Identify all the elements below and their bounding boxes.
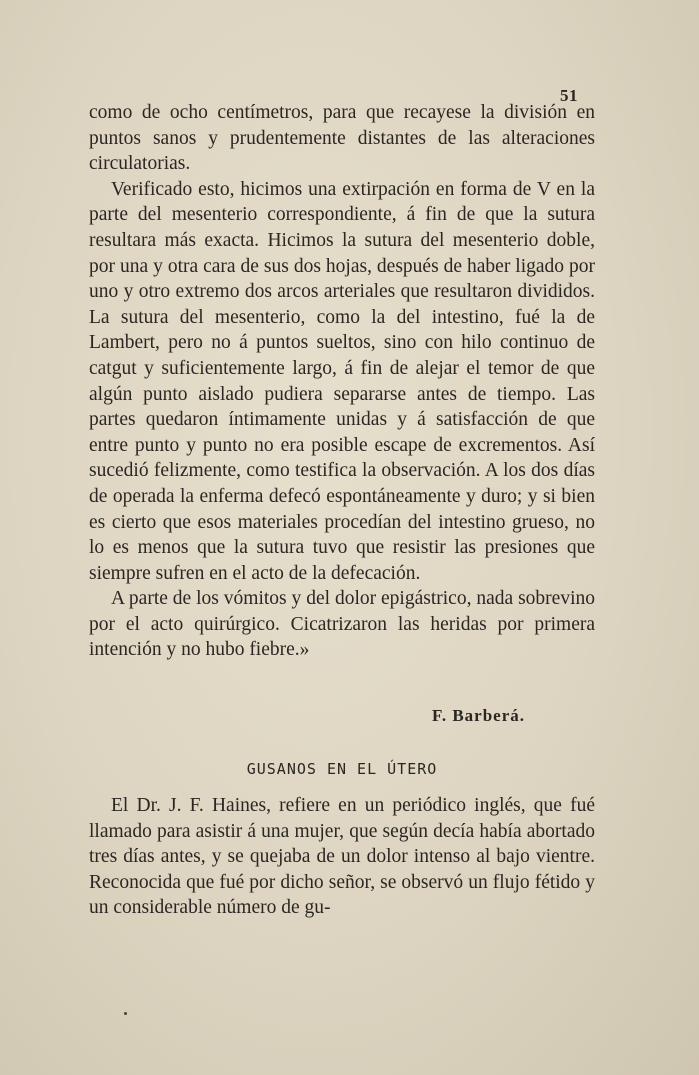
author-signature: F. Barberá. [432,706,526,725]
paper-speck [124,1012,127,1015]
paragraph: como de ocho centímetros, para que recayese la división en puntos sanos y prudentemente distantes de las alteraciones circulatorias. [89,102,595,175]
paragraph: El Dr. J. F. Haines, refiere en un periódico inglés, que fué llamado para asistir á una mujer, que según decía había abortado tres días antes, y se quejaba de un dolor intenso al bajo vientre. Reconocida que fué por dicho señor, se observó un flujo fétido y un considerable número de gu- [89,795,595,919]
paragraph: Verificado esto, hicimos una extirpación en forma de V en la parte del mesenterio correspondiente, á fin de que la sutura resultara más exacta. Hicimos la sutura del mesenterio doble, por una y otra cara de sus dos hojas, después de haber ligado por uno y otro extremo dos arcos arteriales que resultaron divididos. La sutura del mesenterio, como la del intestino, fué la de Lambert, pero no á puntos sueltos, sino con hilo continuo de catgut y suficientemente largo, á fin de alejar el temor de que algún punto aislado pudiera separarse antes de tiempo. Las partes quedaron íntimamente unidas y á satisfacción de que entre punto y punto no era posible escape de excrementos. Así sucedió felizmente, como testifica la observación. A los dos días de operada la enferma defecó espontáneamente y duro; y si bien es cierto que esos materiales procedían del intestino grueso, no lo es menos que la sutura tuvo que resistir las presiones que siempre sufren en el acto de la defecación. [89,178,595,584]
paragraph: A parte de los vómitos y del dolor epigástrico, nada sobrevino por el acto quirúrgico. Cicatrizaron las heridas por primera intención y no hubo fiebre.» [89,588,595,661]
article-body [89,100,595,663]
section-body [89,793,595,921]
section-heading: GUSANOS EN EL ÚTERO [246,760,438,778]
page-number: 51 [560,86,578,105]
